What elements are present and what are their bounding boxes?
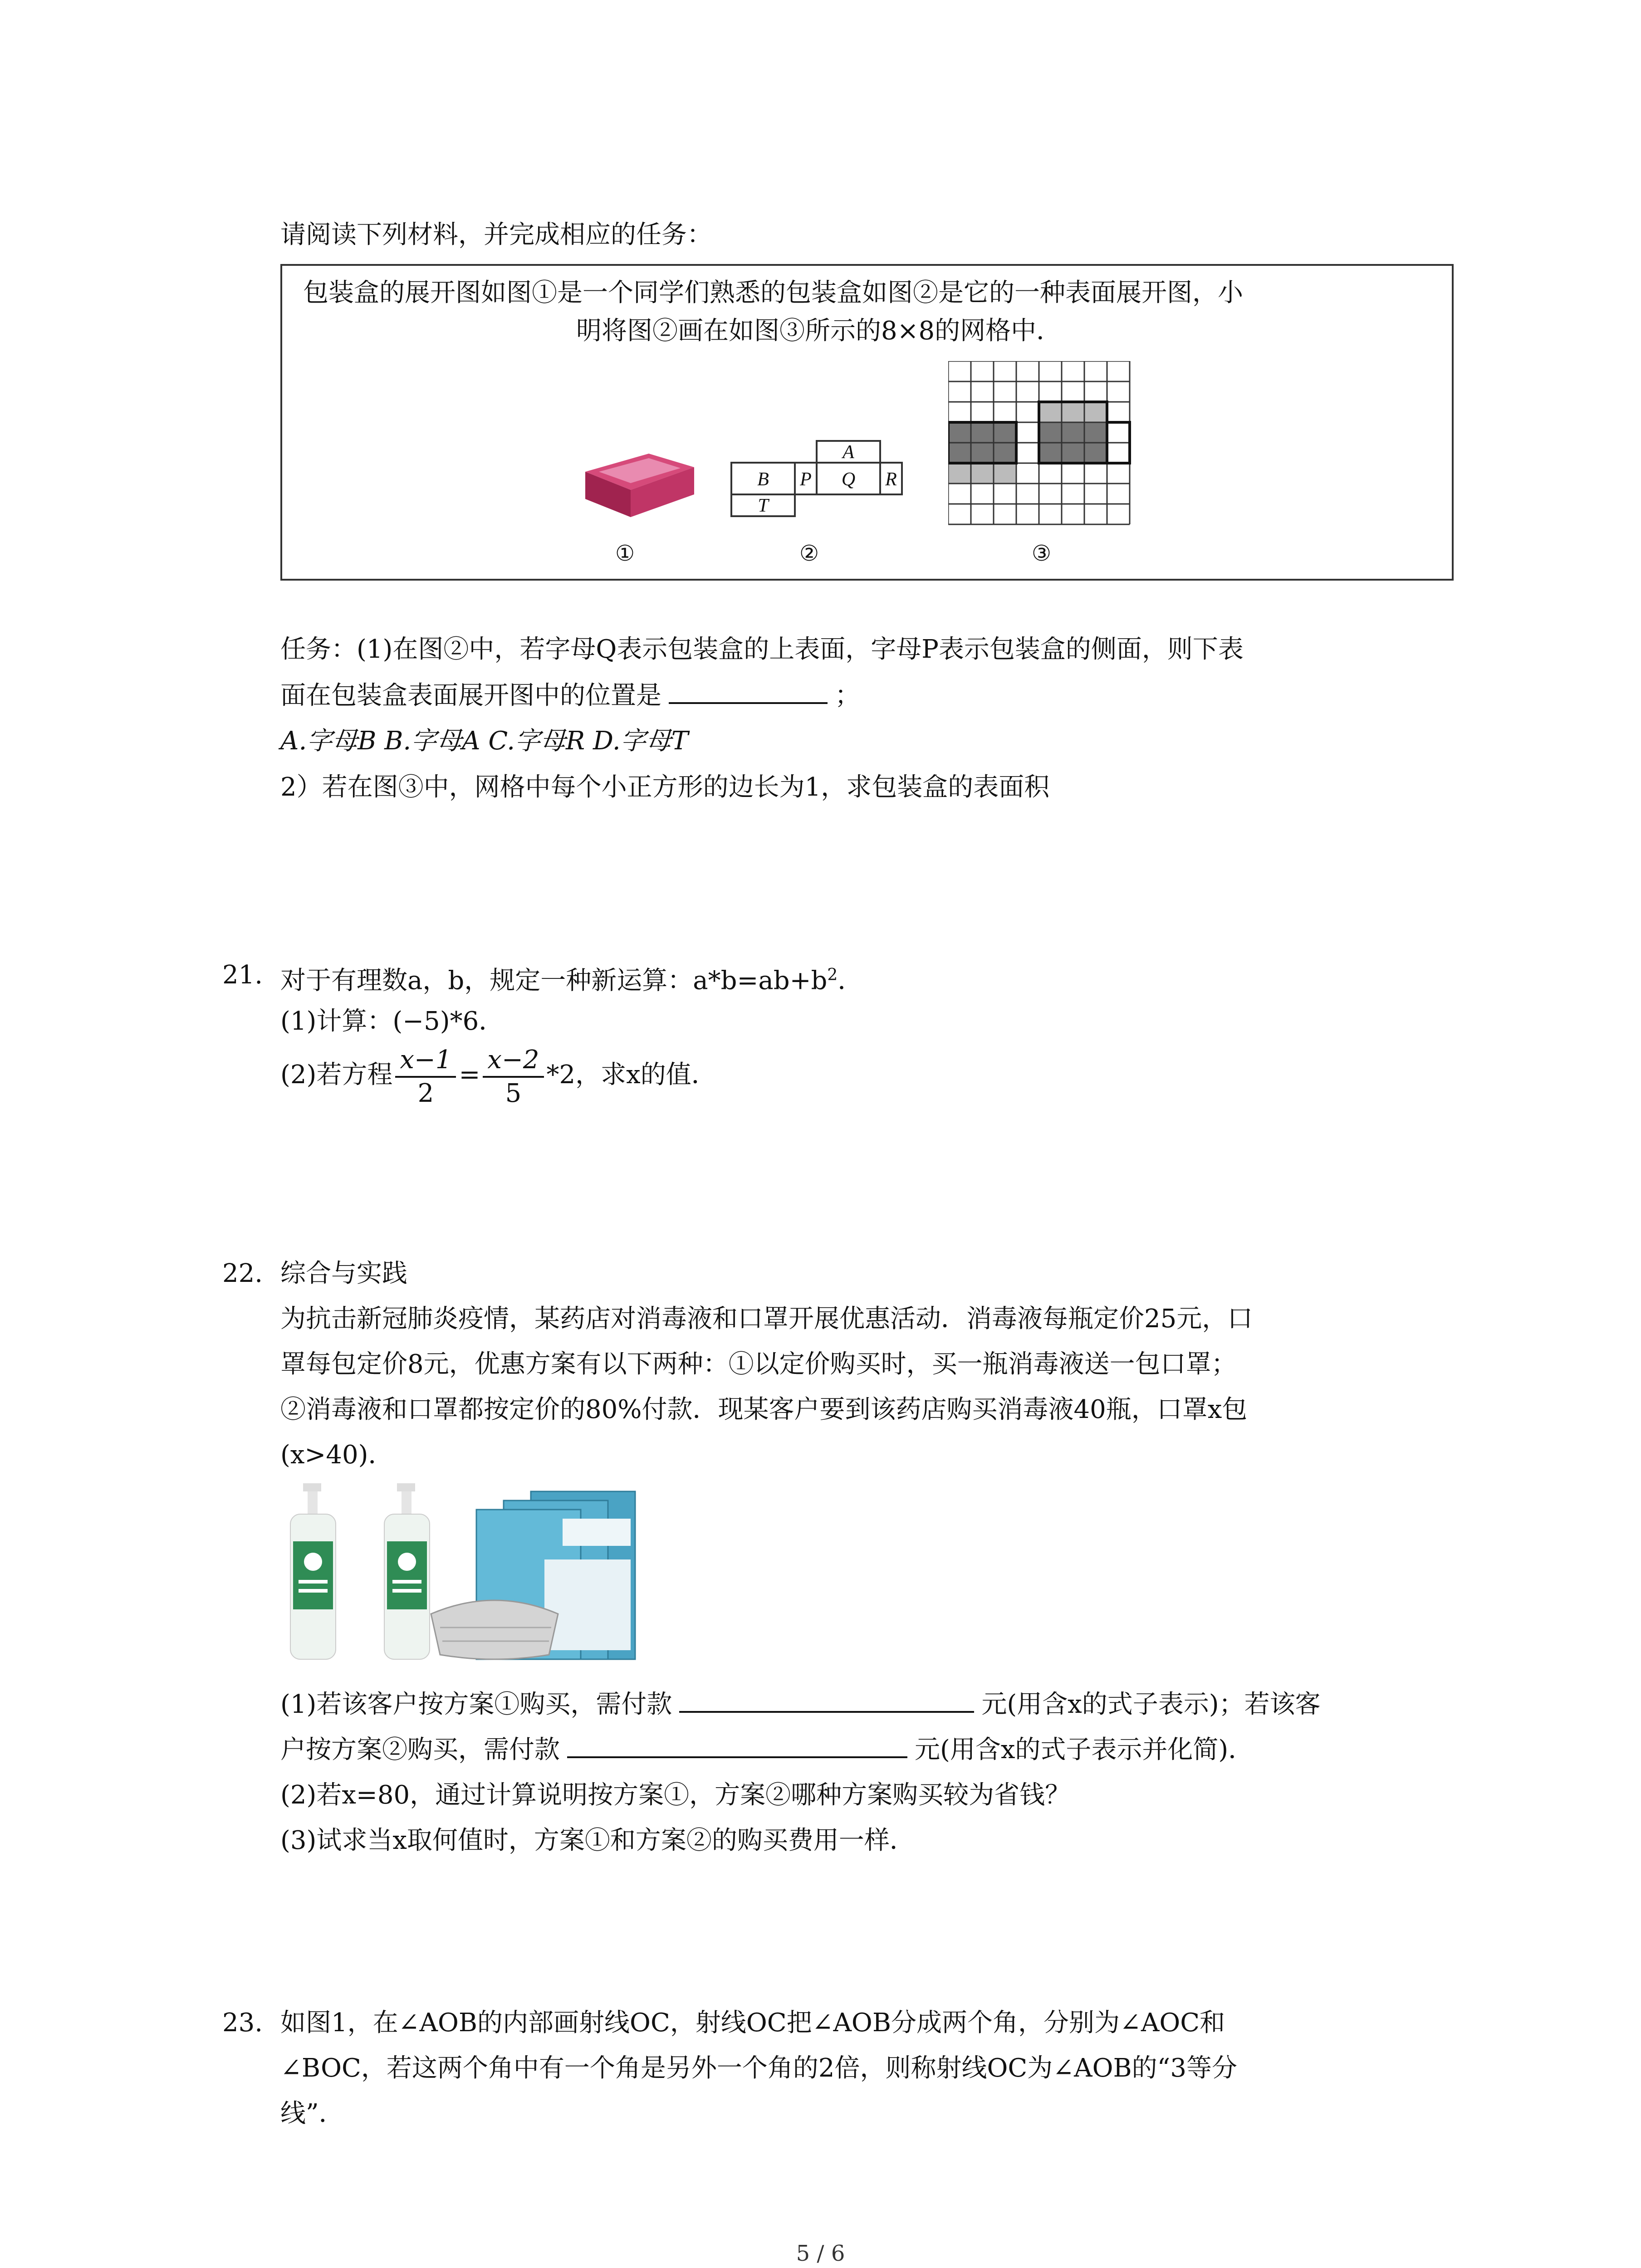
q22-sub-4: (3)试求当x取何值时，方案①和方案②的购买费用一样． [280, 1826, 915, 1855]
fraction-2-denominator: 5 [505, 1078, 522, 1108]
net-label-t: T [758, 495, 769, 516]
q22-sub-2-text: 户按方案②购买，需付款 [280, 1735, 560, 1765]
figure-label-3: ③ [1032, 541, 1052, 566]
task-line-1: 任务：(1)在图②中，若字母Q表示包装盒的上表面，字母P表示包装盒的侧面，则下表 [280, 635, 1244, 664]
q22-para-3: ②消毒液和口罩都按定价的80%付款．现某客户要到该药店购买消毒液40瓶，口罩x包 [280, 1395, 1248, 1424]
q21-line-1-end: ． [838, 966, 863, 996]
q22-number: 22. [222, 1259, 263, 1288]
fraction-2-numerator: x−2 [483, 1044, 544, 1078]
fraction-2 [483, 1044, 544, 1110]
figure-box-image [581, 435, 699, 522]
q22-para-4: (x>40)． [280, 1440, 394, 1470]
q23-number: 23. [222, 2008, 263, 2038]
net-label-a: A [843, 442, 854, 463]
net-label-q: Q [841, 469, 856, 490]
net-label-p: P [800, 469, 812, 490]
fraction-1-numerator: x−1 [395, 1044, 456, 1078]
figure-grid [948, 361, 1139, 529]
q21-line-1-text: 对于有理数a，b，规定一种新运算：a*b=ab+b [280, 966, 828, 996]
fraction-1 [395, 1044, 456, 1110]
material-line-1: 包装盒的展开图如图①是一个同学们熟悉的包装盒如图②是它的一种表面展开图，小 [303, 278, 1243, 308]
q23-line-2: ∠BOC，若这两个角中有一个角是另外一个角的2倍，则称射线OC为∠AOB的“3等分 [280, 2053, 1237, 2083]
task-options: A.字母B B.字母A C.字母R D.字母T [280, 726, 689, 756]
q22-sub-1 [280, 1686, 1321, 1723]
task-line-2-text: 面在包装盒表面展开图中的位置是 [280, 681, 661, 710]
intro-text: 请阅读下列材料，并完成相应的任务： [280, 220, 712, 249]
q21-superscript: 2 [827, 966, 838, 984]
q22-sub-2 [280, 1732, 1254, 1768]
fraction-1-denominator: 2 [417, 1078, 434, 1108]
q22-para-2: 罩每包定价8元，优惠方案有以下两种：①以定价购买时，买一瓶消毒液送一包口罩； [280, 1349, 1237, 1379]
answer-blank-1[interactable] [669, 679, 828, 704]
q22-sub-1-end: 元(用含x的式子表示)；若该客 [981, 1690, 1321, 1719]
task-line-4: 2）若在图③中，网格中每个小正方形的边长为1，求包装盒的表面积 [280, 772, 1050, 802]
page-number: 5 / 6 [796, 2241, 845, 2266]
q21-line-3-end: *2，求x的值． [546, 1060, 717, 1090]
q22-title: 综合与实践 [280, 1259, 407, 1288]
task-line-2 [280, 678, 860, 714]
q21-line-2: (1)计算：(−5)*6． [280, 1007, 505, 1036]
q23-line-3: 线”． [280, 2099, 344, 2128]
q23-line-1: 如图1，在∠AOB的内部画射线OC，射线OC把∠AOB分成两个角，分别为∠AOC和 [280, 2008, 1225, 2038]
material-box [280, 264, 1454, 581]
q21-line-1 [280, 957, 863, 999]
figure-label-1: ① [615, 541, 635, 566]
net-label-r: R [885, 469, 897, 490]
q21-number: 21. [222, 960, 263, 990]
sanitizer-and-mask-image [277, 1482, 735, 1664]
figure-label-2: ② [799, 541, 819, 566]
q22-sub-3: (2)若x=80，通过计算说明按方案①，方案②哪种方案购买较为省钱？ [280, 1780, 1071, 1810]
q22-para-1: 为抗击新冠肺炎疫情，某药店对消毒液和口罩开展优惠活动．消毒液每瓶定价25元，口 [280, 1304, 1253, 1334]
figure-net [730, 435, 912, 530]
q21-line-3 [280, 1043, 717, 1110]
task-line-2-end: ； [835, 681, 860, 710]
answer-blank-3[interactable] [567, 1734, 907, 1758]
material-line-2: 明将图②画在如图③所示的8×8的网格中． [576, 316, 1062, 346]
equals-sign: = [459, 1060, 480, 1090]
q22-sub-1-text: (1)若该客户按方案①购买，需付款 [280, 1690, 672, 1719]
answer-blank-2[interactable] [679, 1688, 974, 1713]
q21-line-3-text: (2)若方程 [280, 1060, 393, 1090]
net-label-b: B [757, 469, 769, 490]
q22-sub-2-end: 元(用含x的式子表示并化简)． [915, 1735, 1254, 1765]
